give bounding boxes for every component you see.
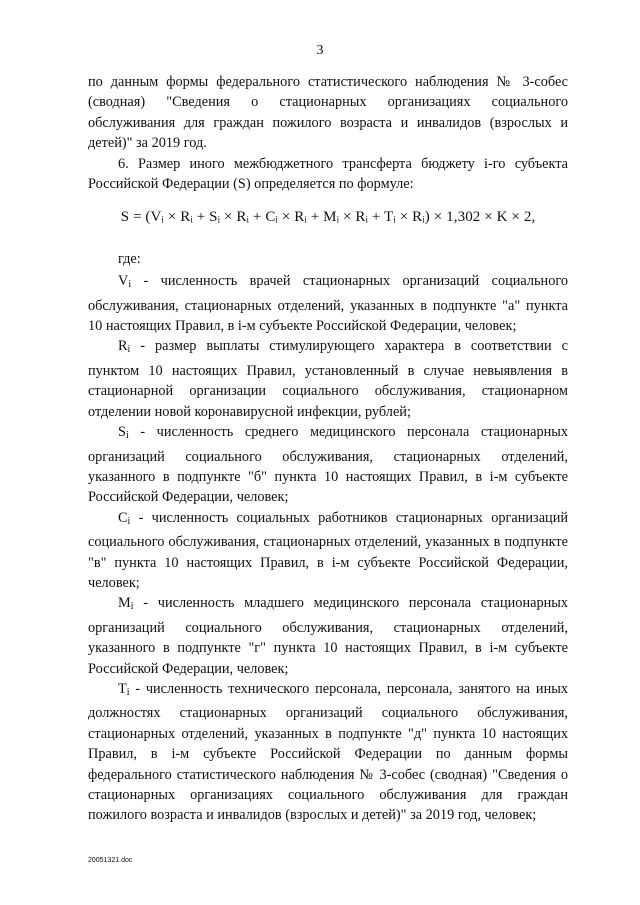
definition-text: - численность социальных работников стационарных организаций социального обслуживания, стационарных отделений, указанных в подпункте "в" пункта 10 настоящих Правил, в i-м субъекте Российской Федерации, человек;	[88, 509, 568, 591]
definition-v	[88, 271, 568, 336]
subscript: i	[127, 515, 131, 527]
symbol: M	[118, 595, 131, 612]
definition-s	[88, 422, 568, 508]
page-number: 3	[316, 43, 324, 58]
definition-r	[88, 336, 568, 422]
definition-m	[88, 593, 568, 679]
subscript: i	[128, 279, 132, 291]
paragraph-form-reference: по данным формы федерального статистического наблюдения № 3-собес (сводная) "Сведения о стационарных организациях социального обслуживания для граждан пожилого возраста и инвалидов (взрослых и детей)" за 2019 год.	[88, 74, 568, 152]
symbol: R	[118, 338, 128, 355]
symbol: C	[118, 509, 128, 526]
subscript: i	[130, 601, 134, 613]
paragraph-item-6: 6. Размер иного межбюджетного трансферта бюджету i-го субъекта Российской Федерации (S) определяется по формуле:	[88, 155, 568, 193]
definition-text: - численность технического персонала, персонала, занятого на иных должностях стационарных организаций социального обслуживания, стационарных отделений, указанных в подпункте "д" пункта 10 настоящих Правил, в i-м субъекте Российской Федерации по данным формы федерального статистического наблюдения № 3-собес (сводная) "Сведения о стационарных организациях социального обслуживания для граждан пожилого возраста и инвалидов (взрослых и детей)" за 2019 год, человек;	[88, 680, 568, 824]
definition-text: - размер выплаты стимулирующего характера в соответствии с пунктом 10 настоящих Правил, установленный в случае невыявления в стационарной организации социального обслуживания, стационарном отделении новой коронавирусной инфекции, рублей;	[88, 338, 568, 420]
definition-text: - численность младшего медицинского персонала стационарных организаций социального обслуживания, стационарных отделений, указанного в подпункте "г" пункта 10 настоящих Правил, в i-м субъекте Российской Федерации, человек;	[88, 595, 568, 677]
where-label: где:	[118, 250, 141, 267]
document-body	[88, 72, 568, 826]
symbol: V	[118, 273, 129, 290]
subscript: i	[125, 430, 129, 442]
definition-text: - численность врачей стационарных организаций социального обслуживания, стационарных отделений, указанных в подпункте "а" пункта 10 настоящих Правил, в i-м субъекте Российской Федерации, человек;	[88, 273, 568, 335]
definition-c	[88, 508, 568, 594]
symbol: S	[118, 424, 126, 441]
definition-t	[88, 679, 568, 826]
definition-text: - численность среднего медицинского персонала стационарных организаций социального обслуживания, стационарных отделений, указанного в подпункте "б" пункта 10 настоящих Правил, в i-м субъекте Российской Федерации, человек;	[88, 424, 568, 506]
file-name-footer: 20051321.doc	[88, 857, 133, 864]
subscript: i	[127, 344, 131, 356]
symbol: T	[118, 680, 127, 697]
transfer-formula: S = (Vᵢ × Rᵢ + Sᵢ × Rᵢ + Cᵢ × Rᵢ + Mᵢ × Rᵢ + Tᵢ × Rᵢ) × 1,302 × K × 2,	[120, 209, 536, 226]
subscript: i	[126, 686, 130, 698]
